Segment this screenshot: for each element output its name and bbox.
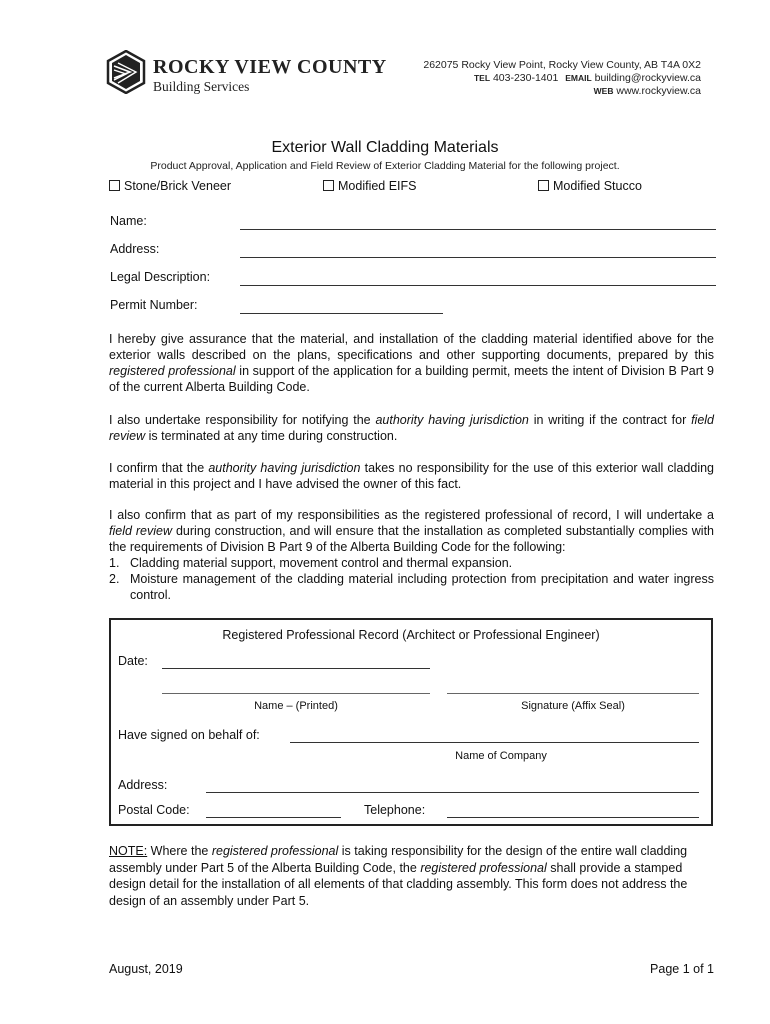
- org-subtitle: Building Services: [153, 79, 250, 94]
- postal-code-label: Postal Code:: [118, 803, 190, 817]
- postal-code-field[interactable]: [206, 817, 341, 818]
- telephone-field[interactable]: [447, 817, 699, 818]
- checkbox-modified-stucco[interactable]: Modified Stucco: [538, 179, 642, 193]
- county-address: 262075 Rocky View Point, Rocky View County, AB T4A 0X2: [423, 59, 701, 71]
- legal-description-label: Legal Description:: [110, 270, 211, 284]
- date-field[interactable]: [162, 668, 430, 669]
- note-paragraph: NOTE: Where the registered professional is taking responsibility for the design of the entire wall cladding assembly under Part 5 of the Alberta Building Code, the registered professional shall provide a stamped design detail for the installation of all elements of that cladding assembly. This form does not address the design of an assembly under Part 5.: [109, 844, 688, 908]
- record-address-label: Address:: [118, 778, 168, 792]
- checkbox-modified-eifs[interactable]: Modified EIFS: [323, 179, 417, 193]
- contact-block: [423, 59, 701, 98]
- behalf-label: Have signed on behalf of:: [118, 728, 260, 742]
- telephone-line: TEL 403-230-1401 EMAIL building@rockyview.ca: [473, 72, 701, 84]
- notification-paragraph: I also undertake responsibility for notifying the authority having jurisdiction in writing if the contract for field review is terminated at any time during construction.: [109, 413, 715, 443]
- permit-number-label: Permit Number:: [110, 298, 198, 312]
- checkbox-stone-brick[interactable]: Stone/Brick Veneer: [109, 179, 231, 193]
- name-label: Name:: [110, 214, 147, 228]
- signature-field[interactable]: [447, 693, 699, 694]
- address-field[interactable]: [240, 257, 716, 258]
- printed-name-caption: Name – (Printed): [254, 700, 338, 712]
- company-field[interactable]: [290, 742, 699, 743]
- form-title: Exterior Wall Cladding Materials: [271, 139, 499, 156]
- confirmation-paragraph: I confirm that the authority having jurisdiction takes no responsibility for the use of this exterior wall cladding material in this project and I have advised the owner of this fact.: [109, 461, 714, 491]
- page-number: Page 1 of 1: [650, 962, 714, 976]
- list-item: 1. Cladding material support, movement control and thermal expansion.: [109, 556, 513, 570]
- company-caption: Name of Company: [455, 750, 547, 762]
- signature-caption: Signature (Affix Seal): [521, 700, 625, 712]
- footer-date: August, 2019: [109, 962, 183, 976]
- requirements-list: [109, 555, 714, 603]
- address-label: Address:: [110, 242, 160, 256]
- registered-professional-record: [109, 618, 713, 826]
- checkbox-box[interactable]: [538, 180, 549, 191]
- form-subtitle: Product Approval, Application and Field Review of Exterior Cladding Material for the following project.: [150, 160, 620, 172]
- record-address-field[interactable]: [206, 792, 699, 793]
- record-title: Registered Professional Record (Architect or Professional Engineer): [222, 628, 600, 642]
- list-item: 2. Moisture management of the cladding material including protection from precipitation and water ingress control.: [109, 572, 714, 602]
- org-name: ROCKY VIEW COUNTY: [153, 56, 387, 78]
- responsibility-paragraph: I also confirm that as part of my responsibilities as the registered professional of record, I will undertake a field review during construction, and will ensure that the installation as completed substantially complies with the requirements of Division B Part 9 of the Alberta Building Code for the following: 1. Cladding material support, movement control and thermal expansion. 2. Moisture management of the cladding material including protection from precipitation and water ingress control.: [109, 508, 714, 602]
- date-label: Date:: [118, 654, 148, 668]
- checkbox-box[interactable]: [323, 180, 334, 191]
- name-field[interactable]: [240, 229, 716, 230]
- checkbox-box[interactable]: [109, 180, 120, 191]
- county-logo: [106, 50, 146, 99]
- assurance-paragraph: I hereby give assurance that the material, and installation of the cladding material identified above for the exterior walls described on the plans, specifications and other supporting documents, prepared by this registered professional in support of the application for a building permit, meets the intent of Division B Part 9 of the current Alberta Building Code.: [109, 332, 714, 394]
- legal-description-field[interactable]: [240, 285, 716, 286]
- printed-name-field[interactable]: [162, 693, 430, 694]
- telephone-label: Telephone:: [364, 803, 426, 817]
- web-line: WEB www.rockyview.ca: [593, 85, 701, 97]
- permit-number-field[interactable]: [240, 313, 443, 314]
